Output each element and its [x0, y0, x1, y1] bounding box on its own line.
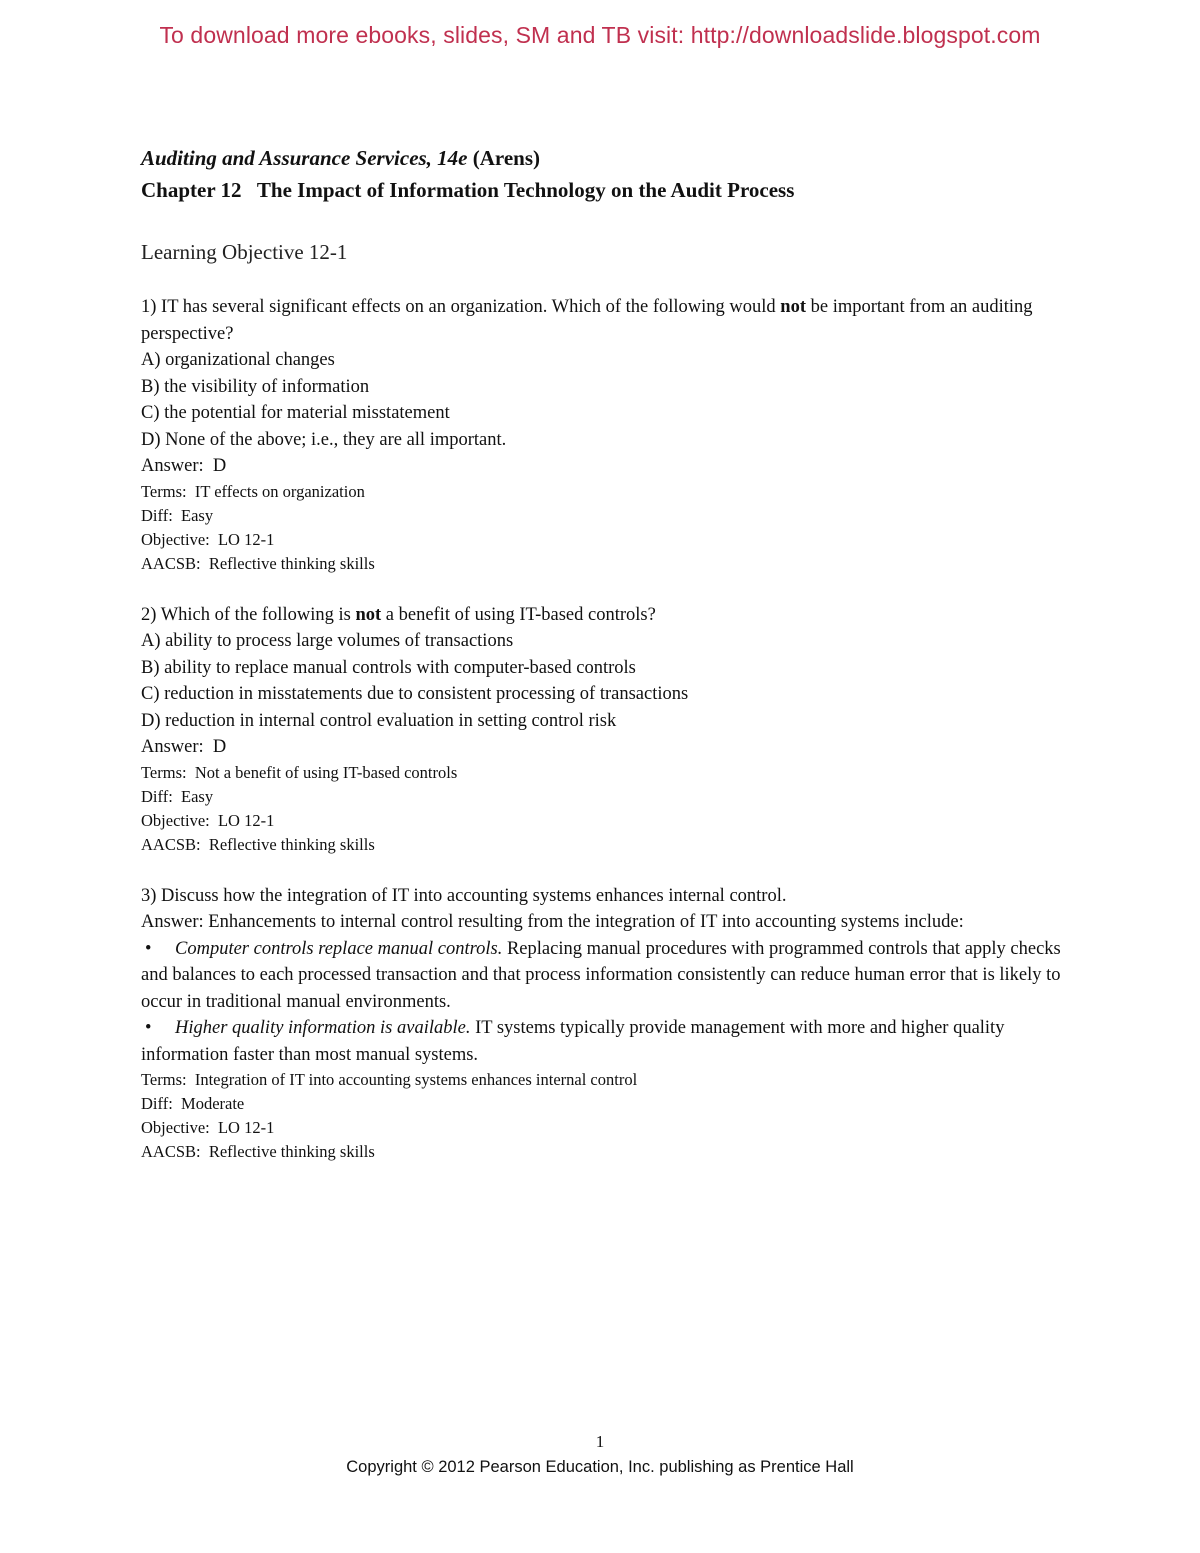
- book-title-author: (Arens): [467, 146, 541, 170]
- question-3-stem: 3) Discuss how the integration of IT into accounting systems enhances internal control.: [141, 885, 787, 906]
- learning-objective-heading: Learning Objective 12-1: [141, 240, 348, 264]
- question-1-stem-start: 1) IT has several significant effects on an organization. Which of the following would: [141, 297, 781, 317]
- question-1-stem-end: be important from an auditing perspective?: [141, 297, 1033, 344]
- question-3-difficulty: Diff: Moderate: [141, 1094, 245, 1113]
- question-1-option-d: D) None of the above; i.e., they are all important.: [141, 429, 507, 450]
- question-1-stem: [141, 294, 1061, 347]
- question-2: [141, 602, 1061, 857]
- page-number: 1: [595, 1432, 605, 1451]
- book-title-name: Auditing and Assurance Services, 14e: [141, 146, 468, 170]
- question-3-bullet-2: [141, 1015, 1061, 1068]
- bullet-icon: •: [145, 938, 152, 959]
- question-1-option-b: B) the visibility of information: [141, 376, 370, 397]
- copyright-footer: Copyright © 2012 Pearson Education, Inc. publishing as Prentice Hall: [346, 1458, 854, 1476]
- question-2-answer: Answer: D: [141, 737, 227, 757]
- question-2-difficulty: Diff: Easy: [141, 786, 214, 806]
- question-3: [141, 883, 1061, 1165]
- question-2-aacsb: AACSB: Reflective thinking skills: [141, 834, 375, 854]
- page-content: [141, 142, 1061, 1164]
- question-1: [141, 294, 1061, 576]
- chapter-title: Chapter 12 The Impact of Information Technology on the Audit Process: [141, 178, 795, 202]
- question-2-option-b: B) ability to replace manual controls with computer-based controls: [141, 657, 636, 678]
- question-3-answer: Answer: Enhancements to internal control resulting from the integration of IT into accounting systems include:: [141, 912, 964, 932]
- question-1-aacsb: AACSB: Reflective thinking skills: [141, 553, 375, 573]
- question-1-difficulty: Diff: Easy: [141, 505, 214, 525]
- question-2-option-a: A) ability to process large volumes of transactions: [141, 631, 514, 651]
- question-1-option-c: C) the potential for material misstatement: [141, 403, 450, 423]
- question-2-terms: Terms: Not a benefit of using IT-based controls: [141, 762, 458, 782]
- question-2-option-c: C) reduction in misstatements due to consistent processing of transactions: [141, 684, 689, 704]
- question-1-answer: Answer: D: [141, 456, 227, 476]
- question-2-option-d: D) reduction in internal control evaluation in setting control risk: [141, 710, 617, 731]
- question-3-bullet-2-lead: Higher quality information is available.: [175, 1018, 471, 1038]
- question-3-objective: Objective: LO 12-1: [141, 1118, 275, 1137]
- question-3-terms: Terms: Integration of IT into accounting systems enhances internal control: [141, 1070, 638, 1089]
- question-1-option-a: A) organizational changes: [141, 350, 335, 370]
- download-watermark: To download more ebooks, slides, SM and TB visit: http://downloadslide.blogspot.com: [159, 22, 1041, 48]
- question-1-terms: Terms: IT effects on organization: [141, 481, 365, 501]
- question-3-bullet-1-text: Replacing manual procedures with programmed controls that apply checks and balances to each processed transaction and that process information consistently can reduce human error that is likely to occur in traditional manual environments.: [141, 938, 1061, 1012]
- question-2-stem: [141, 602, 1061, 629]
- question-3-bullet-1-lead: Computer controls replace manual controls.: [175, 938, 503, 959]
- question-3-bullet-1: [141, 936, 1061, 1016]
- bullet-icon: •: [145, 1018, 152, 1038]
- question-2-stem-start: 2) Which of the following is: [141, 604, 356, 625]
- question-3-aacsb: AACSB: Reflective thinking skills: [141, 1142, 375, 1161]
- question-2-objective: Objective: LO 12-1: [141, 810, 275, 830]
- book-title: [141, 142, 1061, 174]
- question-1-objective: Objective: LO 12-1: [141, 529, 275, 549]
- question-2-stem-emphasis: not: [355, 604, 382, 625]
- question-3-bullet-2-text: IT systems typically provide management with more and higher quality information faster than most manual systems.: [141, 1018, 1005, 1065]
- question-1-stem-emphasis: not: [780, 297, 806, 317]
- question-2-stem-end: a benefit of using IT-based controls?: [381, 604, 656, 625]
